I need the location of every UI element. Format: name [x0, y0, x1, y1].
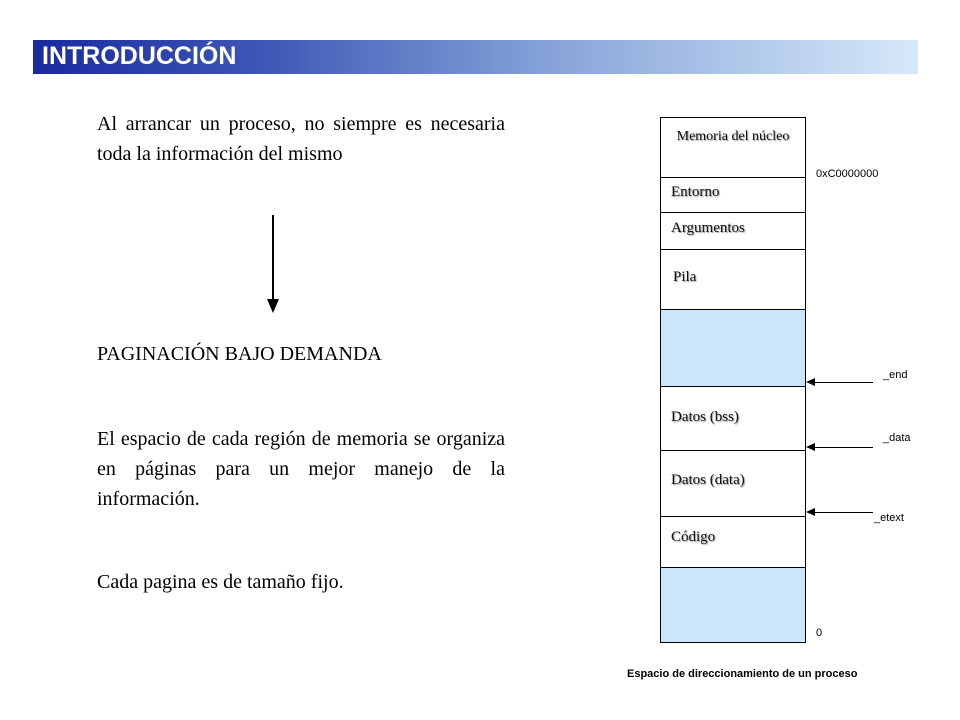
- address-etext: _etext: [874, 512, 904, 524]
- segment-bss: [660, 386, 806, 452]
- etext-pointer-arrow-icon: [806, 508, 815, 516]
- demand-paging-heading: PAGINACIÓN BAJO DEMANDA: [97, 343, 382, 365]
- segment-data-label: Datos (data): [671, 472, 745, 488]
- down-arrow-icon: [267, 299, 279, 313]
- fixed-size-paragraph: Cada pagina es de tamaño fijo.: [97, 571, 344, 593]
- address-top: 0xC0000000: [816, 168, 879, 180]
- etext-pointer-line: [815, 512, 873, 513]
- intro-paragraph: Al arrancar un proceso, no siempre es necesaria toda la información del mismo: [97, 113, 505, 165]
- address-bottom: 0: [816, 627, 823, 639]
- data-pointer-arrow-icon: [806, 443, 815, 451]
- address-data: _data: [883, 432, 911, 444]
- segment-free-lower: [660, 567, 806, 643]
- down-arrow-shaft: [272, 215, 274, 299]
- segment-code-label: Código: [671, 529, 716, 545]
- memory-diagram: [660, 117, 806, 643]
- segment-free-upper: [660, 309, 806, 388]
- segment-stack-label: Pila: [673, 269, 697, 285]
- segment-arguments-label: Argumentos: [671, 220, 745, 236]
- title-bar: [33, 40, 918, 74]
- segment-code: [660, 516, 806, 569]
- segment-bss-label: Datos (bss): [671, 409, 739, 425]
- end-pointer-arrow-icon: [806, 378, 815, 386]
- diagram-caption: Espacio de direccionamiento de un proceso: [627, 668, 858, 680]
- organization-paragraph: El espacio de cada región de memoria se organiza en páginas para un mejor manejo de la información.: [97, 428, 505, 510]
- data-pointer-line: [815, 447, 873, 448]
- segment-stack: [660, 249, 806, 311]
- segment-data: [660, 450, 806, 518]
- segment-kernel: [660, 117, 806, 179]
- segment-kernel-label: Memoria del núcleo: [676, 129, 790, 144]
- end-pointer-line: [815, 382, 873, 383]
- slide-title: INTRODUCCIÓN: [42, 42, 237, 70]
- segment-arguments: [660, 212, 806, 251]
- segment-environment: [660, 177, 806, 214]
- segment-environment-label: Entorno: [671, 184, 720, 200]
- address-end: _end: [883, 369, 908, 381]
